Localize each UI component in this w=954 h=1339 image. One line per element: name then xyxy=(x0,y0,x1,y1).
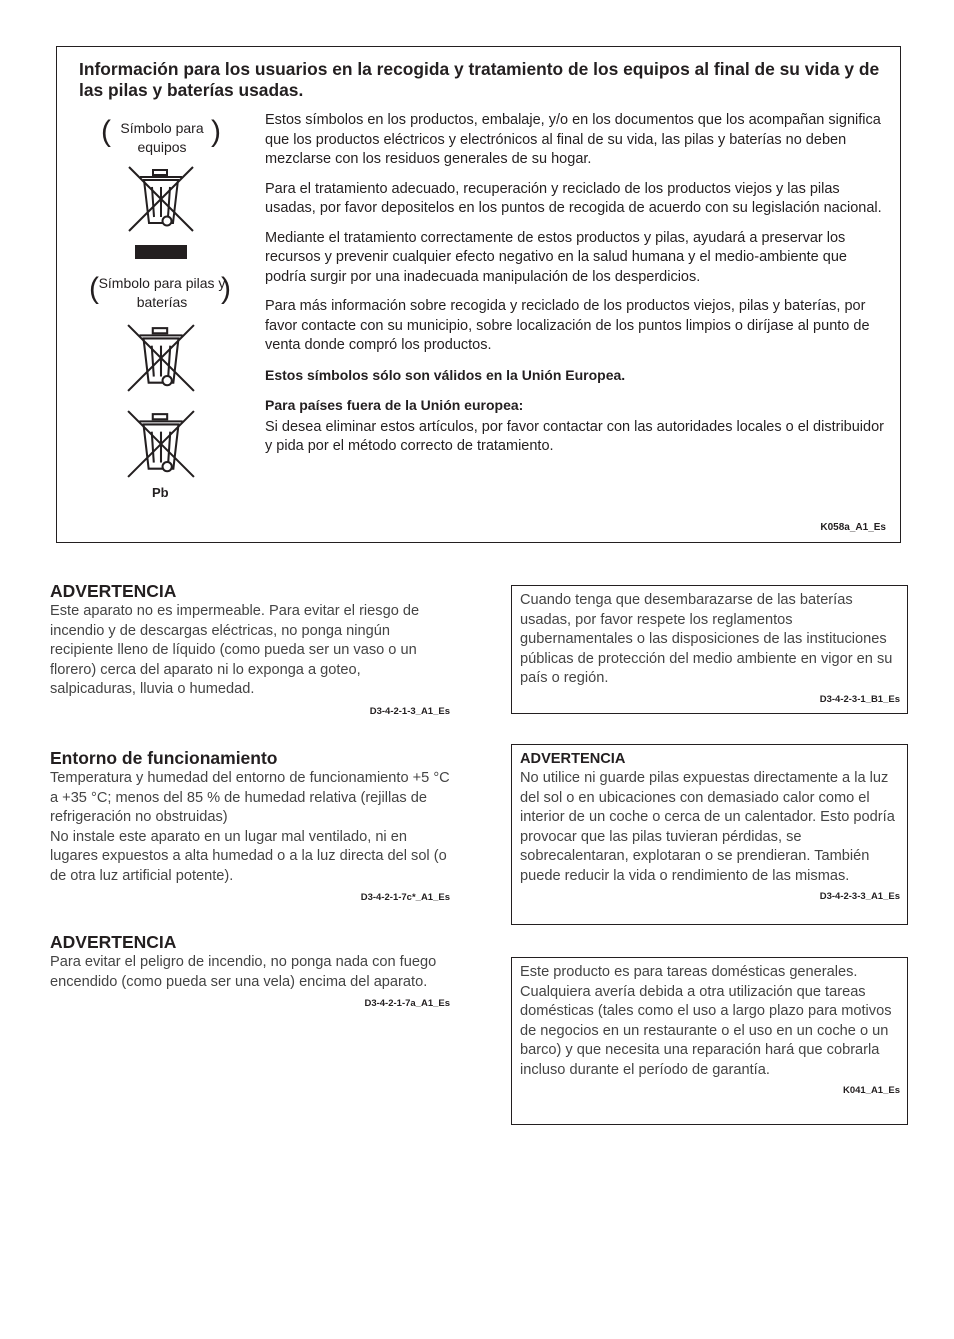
weee-paragraph: Mediante el tratamiento correctamente de estos productos y pilas, ayudará a preservar los recursos y prevenir cualquier efecto negativo en la salud humana y el medio-ambiente que podría surgir por una inadecuada manipulación de los desperdicios. xyxy=(265,229,847,285)
section-text: Temperatura y humedad del entorno de funcionamiento +5 °C a +35 °C; menos del 85 % de humedad relativa (rejillas de refrigeración no obstruidas) xyxy=(50,770,450,825)
section-text: No instale este aparato en un lugar mal ventilado, ni en lugares expuestos a alta humedad o a la luz directa del sol (o de otra luz artificial potente). xyxy=(50,828,447,884)
operating-environment-section xyxy=(50,748,450,908)
weee-code: K058a_A1_Es xyxy=(820,522,886,533)
section-text: Para evitar el peligro de incendio, no ponga nada con fuego encendido (como pueda ser una vela) encima del aparato. xyxy=(50,954,437,990)
section-text: Este aparato no es impermeable. Para evitar el riesgo de incendio y de descargas eléctricas, no ponga ningún recipiente lleno de líquido (como pueda ser un vaso o un florero) cerca del aparato ni lo exponga a goteo, salpicaduras, lluvia o humedad. xyxy=(50,603,420,697)
weee-paragraph: Para el tratamiento adecuado, recuperación y reciclado de los productos viejos y las pilas usadas, por favor depositelos en los puntos de recogida de acuerdo con su legislación nacional. xyxy=(265,180,882,216)
eu-only-note: Estos símbolos sólo son válidos en la Unión Europea. xyxy=(265,366,626,383)
box-text: Este producto es para tareas domésticas generales. Cualquiera avería debida a otra utilización que tareas domésticas (tales como el uso a largo plazo para motivos de negocios en un restaurante o el uso en un coche o un barco) y que necesita una reparación hará que cobrarla incluso durante el período de garantía. xyxy=(520,964,892,1078)
crossed-bin-icon xyxy=(127,165,195,233)
right-bracket-icon: ) xyxy=(221,272,231,305)
box-text: No utilice ni guarde pilas expuestas directamente a la luz del sol o en ubicaciones con demasiado calor como el interior de un coche o cerca de un calentador. Esto podría provocar que las pilas tuvieran pérdidas, se sobrecalentaran, explotaran o se prendieran. También puede reducir la vida o rendimiento de las mismas. xyxy=(520,770,895,884)
crossed-bin-icon xyxy=(126,323,196,393)
warning-water-section xyxy=(50,581,450,721)
outside-eu-heading: Para países fuera de la Unión europea: xyxy=(265,397,524,413)
section-code: D3-4-2-1-7a_A1_Es xyxy=(364,998,450,1009)
box-code: D3-4-2-3-3_A1_Es xyxy=(819,891,900,902)
section-heading: Entorno de funcionamiento xyxy=(50,748,278,768)
right-bracket-icon: ) xyxy=(211,115,221,148)
weee-paragraph: Para más información sobre recogida y reciclado de los productos viejos, pilas y baterías, por favor contacte con su municipio, sobre localización de los puntos limpios o diríjase al punto de venta donde compró los productos. xyxy=(265,298,870,353)
crossed-bin-pb-icon xyxy=(126,409,196,479)
outside-eu-text: Si desea eliminar estos artículos, por favor contactar con las autoridades locales o el distribuidor y pida por el método correcto de tratamiento. xyxy=(265,418,884,454)
symbol-batteries-label: Símbolo para pilas y baterías xyxy=(98,275,226,310)
box-heading: ADVERTENCIA xyxy=(520,751,626,767)
household-use-box xyxy=(511,957,908,1125)
weee-info-box xyxy=(56,46,901,543)
section-code: D3-4-2-1-7c*_A1_Es xyxy=(360,892,450,903)
section-code: D3-4-2-1-3_A1_Es xyxy=(369,705,450,717)
weee-text xyxy=(265,111,890,467)
solid-bar xyxy=(135,245,187,259)
box-text: Cuando tenga que desembarazarse de las baterías usadas, por favor respete los reglamentos gubernamentales o las disposiciones de las instituciones públicas de protección del medio ambiente en vigor en su país o región. xyxy=(520,592,893,686)
left-bracket-icon: ( xyxy=(89,272,99,305)
warning-fire-section xyxy=(50,932,450,1014)
weee-title: Información para los usuarios en la recogida y tratamiento de los equipos al final de su vida y de las pilas y baterías usadas. xyxy=(79,59,880,100)
battery-disposal-box xyxy=(511,585,908,714)
section-heading: ADVERTENCIA xyxy=(50,932,177,952)
left-bracket-icon: ( xyxy=(101,115,111,148)
pb-label: Pb xyxy=(152,485,169,500)
symbol-equipment-label: Símbolo para equipos xyxy=(120,120,204,155)
battery-warning-box xyxy=(511,744,908,925)
weee-paragraph: Estos símbolos en los productos, embalaje, y/o en los documentos que los acompañan significa que los productos eléctricos y electrónicos al final de su vida, las pilas y baterías no deben mezclarse con los residuos generales de su hogar. xyxy=(265,112,881,167)
box-code: D3-4-2-3-1_B1_Es xyxy=(819,693,900,705)
section-heading: ADVERTENCIA xyxy=(50,581,177,601)
box-code: K041_A1_Es xyxy=(842,1085,900,1096)
